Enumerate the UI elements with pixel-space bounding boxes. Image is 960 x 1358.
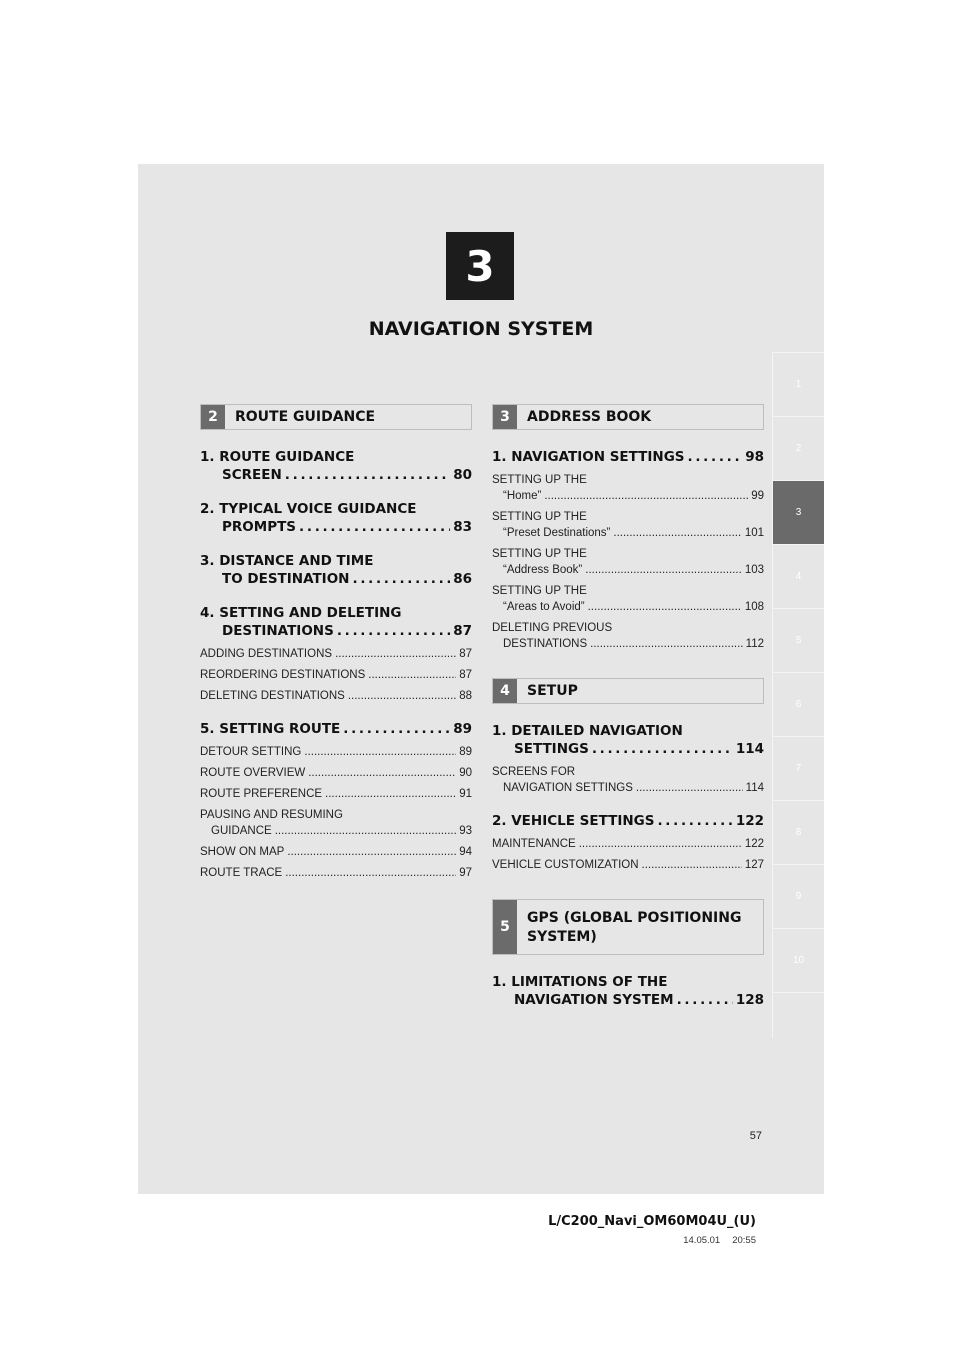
entry-title: 5. SETTING ROUTE	[200, 721, 341, 737]
toc-sub-entry[interactable]	[492, 509, 764, 541]
entry-page: 89	[453, 721, 472, 737]
sub-entries	[492, 764, 764, 796]
toc-entry[interactable]	[200, 604, 472, 640]
sub-entry-page: 93	[459, 825, 472, 837]
page-number: 57	[749, 1130, 762, 1142]
sub-entry-page: 103	[744, 564, 764, 576]
entry-row	[200, 720, 472, 738]
toc-section	[492, 678, 764, 873]
chapter-tab-1[interactable]: 1	[772, 352, 824, 416]
sub-entry-title: VEHICLE CUSTOMIZATION	[492, 859, 639, 871]
leader-dots	[657, 812, 732, 830]
entry-page: 83	[453, 519, 472, 535]
sub-entry-title-cont: “Areas to Avoid”	[503, 601, 585, 613]
sub-entry-row	[200, 744, 472, 760]
toc-entry[interactable]	[492, 973, 764, 1009]
entry-title: 4. SETTING AND DELETING	[200, 605, 402, 621]
entry-page: 98	[745, 449, 764, 465]
sub-entry-title: DELETING DESTINATIONS	[200, 690, 345, 702]
section-header	[200, 404, 472, 430]
section-header	[492, 899, 764, 955]
sub-entry-title-cont: “Home”	[503, 490, 542, 502]
toc-column-left	[200, 404, 472, 881]
sub-entry-page: 90	[459, 767, 472, 779]
chapter-tab-4[interactable]: 4	[772, 544, 824, 608]
leader-dots	[636, 780, 743, 796]
toc-section	[200, 404, 472, 881]
entry-title-cont: SCREEN	[222, 467, 282, 483]
sub-entry-row	[200, 786, 472, 802]
sub-entry-title: REORDERING DESTINATIONS	[200, 669, 366, 681]
leader-dots	[688, 448, 743, 466]
entry-row	[492, 812, 764, 830]
toc-sub-entry[interactable]	[200, 807, 472, 839]
entry-page: 128	[735, 992, 764, 1008]
toc-sub-entry[interactable]	[492, 857, 764, 873]
sub-entry-page: 97	[459, 867, 472, 879]
sub-entry-title-cont: GUIDANCE	[211, 825, 272, 837]
entry-row	[200, 622, 472, 640]
section-entries	[492, 973, 764, 1009]
entry-title: 2. VEHICLE SETTINGS	[492, 813, 655, 829]
sub-entry-page: 99	[751, 490, 764, 502]
entry-row	[492, 448, 764, 466]
sub-entry-title: SETTING UP THE	[492, 548, 587, 560]
sub-entry-title: MAINTENANCE	[492, 838, 576, 850]
section-header	[492, 678, 764, 704]
toc-entry[interactable]	[492, 812, 764, 830]
toc-sub-entry[interactable]	[492, 620, 764, 652]
leader-dots	[343, 720, 450, 738]
sub-entry-row	[200, 865, 472, 881]
section-entries	[200, 448, 472, 881]
sub-entry-row	[492, 780, 764, 796]
entry-page: 122	[735, 813, 764, 829]
toc-sub-entry[interactable]	[200, 844, 472, 860]
leader-dots	[325, 786, 456, 802]
chapter-tab-end	[772, 992, 824, 1038]
sub-entries	[492, 836, 764, 873]
sub-entry-page: 94	[459, 846, 472, 858]
sub-entry-row	[492, 599, 764, 615]
toc-sub-entry[interactable]	[492, 583, 764, 615]
sub-entries	[492, 472, 764, 652]
entry-title-cont: DESTINATIONS	[222, 623, 334, 639]
section-header	[492, 404, 764, 430]
sub-entry-page: 101	[744, 527, 764, 539]
leader-dots	[579, 836, 742, 852]
chapter-tab-9[interactable]: 9	[772, 864, 824, 928]
sub-entry-title-cont: DESTINATIONS	[503, 638, 588, 650]
entry-title: 1. NAVIGATION SETTINGS	[492, 449, 685, 465]
entry-row	[492, 991, 764, 1009]
sub-entry-page: 114	[745, 782, 764, 794]
section-number: 2	[201, 405, 225, 429]
toc-entry[interactable]	[200, 448, 472, 484]
toc-section	[492, 899, 764, 1009]
chapter-tab-6[interactable]: 6	[772, 672, 824, 736]
section-number: 5	[493, 900, 517, 954]
leader-dots	[285, 466, 450, 484]
toc-sub-entry[interactable]	[200, 765, 472, 781]
sub-entry-title-cont: “Address Book”	[503, 564, 583, 576]
sub-entry-row	[492, 636, 764, 652]
section-number: 4	[493, 679, 517, 703]
toc-section	[492, 404, 764, 652]
section-title: GPS (GLOBAL POSITIONING SYSTEM)	[527, 910, 742, 945]
sub-entry-page: 88	[459, 690, 472, 702]
sub-entry-page: 91	[459, 788, 472, 800]
sub-entry-row	[492, 857, 764, 873]
entry-title: 1. LIMITATIONS OF THE	[492, 974, 668, 990]
entry-page: 80	[453, 467, 472, 483]
chapter-tab-8[interactable]: 8	[772, 800, 824, 864]
chapter-title: NAVIGATION SYSTEM	[368, 318, 594, 340]
leader-dots	[335, 646, 456, 662]
leader-dots	[677, 991, 733, 1009]
entry-title-cont: SETTINGS	[514, 741, 589, 757]
sub-entry-page: 127	[744, 859, 764, 871]
toc-sub-entry[interactable]	[200, 646, 472, 662]
entry-row	[200, 466, 472, 484]
sub-entry-page: 87	[459, 648, 472, 660]
entry-title: 1. DETAILED NAVIGATION	[492, 723, 683, 739]
sub-entry-title: ROUTE OVERVIEW	[200, 767, 306, 779]
sub-entry-row	[200, 667, 472, 683]
leader-dots	[304, 744, 456, 760]
leader-dots	[592, 740, 733, 758]
sub-entries	[200, 744, 472, 881]
chapter-tab-5[interactable]: 5	[772, 608, 824, 672]
toc-entry[interactable]	[492, 448, 764, 466]
entry-row	[492, 740, 764, 758]
chapter-tab-7[interactable]: 7	[772, 736, 824, 800]
sub-entry-title: DETOUR SETTING	[200, 746, 302, 758]
leader-dots	[368, 667, 456, 683]
entry-title-cont: TO DESTINATION	[222, 571, 350, 587]
entry-title-cont: NAVIGATION SYSTEM	[514, 992, 674, 1008]
leader-dots	[590, 636, 743, 652]
toc-entry[interactable]	[492, 722, 764, 758]
toc-sub-entry[interactable]	[492, 836, 764, 852]
toc-sub-entry[interactable]	[200, 688, 472, 704]
leader-dots	[588, 599, 742, 615]
sub-entry-title: ADDING DESTINATIONS	[200, 648, 333, 660]
chapter-number-badge	[446, 232, 514, 300]
sub-entry-row	[492, 488, 764, 504]
entry-title: 2. TYPICAL VOICE GUIDANCE	[200, 501, 417, 517]
sub-entry-page: 122	[744, 838, 764, 850]
sub-entry-row	[492, 525, 764, 541]
toc-sub-entry[interactable]	[200, 786, 472, 802]
sub-entry-row	[492, 836, 764, 852]
sub-entry-title: ROUTE TRACE	[200, 867, 283, 879]
sub-entry-title: SETTING UP THE	[492, 511, 587, 523]
toc-sub-entry[interactable]	[492, 546, 764, 578]
sub-entry-title: SHOW ON MAP	[200, 846, 285, 858]
section-entries	[492, 448, 764, 652]
toc-entry[interactable]	[200, 500, 472, 536]
toc-sub-entry[interactable]	[200, 865, 472, 881]
sub-entry-title: DELETING PREVIOUS	[492, 622, 613, 634]
chapter-number: 3	[465, 241, 495, 291]
sub-entry-title: PAUSING AND RESUMING	[200, 809, 343, 821]
leader-dots	[275, 823, 457, 839]
toc-sub-entry[interactable]	[200, 667, 472, 683]
sub-entry-title: SCREENS FOR	[492, 766, 576, 778]
entry-page: 114	[735, 741, 764, 757]
entry-row	[200, 570, 472, 588]
chapter-tab-3[interactable]: 3	[772, 480, 824, 544]
leader-dots	[348, 688, 456, 704]
sub-entry-title-cont: NAVIGATION SETTINGS	[503, 782, 633, 794]
footer-time: 20:55	[732, 1235, 756, 1246]
chapter-tab-2[interactable]: 2	[772, 416, 824, 480]
entry-page: 86	[453, 571, 472, 587]
leader-dots	[585, 562, 742, 578]
sub-entry-page: 89	[459, 746, 472, 758]
toc-entry[interactable]	[200, 552, 472, 588]
chapter-tab-10[interactable]: 10	[772, 928, 824, 992]
entry-page: 87	[453, 623, 472, 639]
toc-column-right	[492, 404, 764, 1009]
toc-sub-entry[interactable]	[492, 472, 764, 504]
leader-dots	[337, 622, 450, 640]
sub-entry-page: 87	[459, 669, 472, 681]
sub-entry-title-cont: “Preset Destinations”	[503, 527, 611, 539]
section-entries	[492, 722, 764, 873]
footer-timestamp	[560, 1235, 756, 1246]
section-title: ROUTE GUIDANCE	[235, 408, 376, 425]
entry-title: 1. ROUTE GUIDANCE	[200, 449, 355, 465]
sub-entry-row	[200, 765, 472, 781]
toc-sub-entry[interactable]	[200, 744, 472, 760]
sub-entry-row	[200, 844, 472, 860]
sub-entry-page: 108	[744, 601, 764, 613]
section-number: 3	[493, 405, 517, 429]
sub-entry-row	[200, 646, 472, 662]
sub-entries	[200, 646, 472, 704]
sub-entry-row	[492, 562, 764, 578]
leader-dots	[287, 844, 456, 860]
chapter-tabs	[772, 352, 824, 1038]
section-title: ADDRESS BOOK	[527, 408, 652, 425]
sub-entry-title: ROUTE PREFERENCE	[200, 788, 323, 800]
leader-dots	[299, 518, 450, 536]
entry-title-cont: PROMPTS	[222, 519, 297, 535]
leader-dots	[613, 525, 741, 541]
leader-dots	[642, 857, 742, 873]
footer-date: 14.05.01	[683, 1235, 721, 1246]
sub-entry-row	[200, 823, 472, 839]
leader-dots	[308, 765, 456, 781]
leader-dots	[285, 865, 456, 881]
footer-document-code: L/C200_Navi_OM60M04U_(U)	[548, 1214, 756, 1229]
leader-dots	[544, 488, 748, 504]
leader-dots	[352, 570, 450, 588]
sub-entry-title: SETTING UP THE	[492, 474, 587, 486]
entry-title: 3. DISTANCE AND TIME	[200, 553, 374, 569]
section-title: SETUP	[527, 682, 578, 699]
toc-entry[interactable]	[200, 720, 472, 738]
sub-entry-row	[200, 688, 472, 704]
sub-entry-title: SETTING UP THE	[492, 585, 587, 597]
toc-sub-entry[interactable]	[492, 764, 764, 796]
sub-entry-page: 112	[745, 638, 764, 650]
entry-row	[200, 518, 472, 536]
